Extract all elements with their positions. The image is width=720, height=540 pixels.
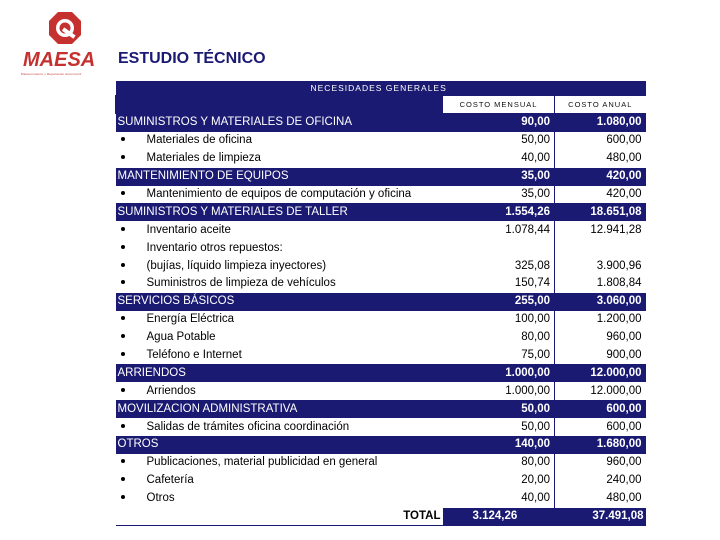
item-row	[116, 132, 646, 150]
bullet-icon	[121, 334, 125, 338]
monthly-cost: 35,00	[443, 168, 555, 186]
annual-cost: 3.060,00	[555, 293, 646, 311]
monthly-cost: 140,00	[443, 436, 555, 454]
bullet-icon	[121, 227, 125, 231]
bullet-icon	[121, 352, 125, 356]
annual-cost: 12.000,00	[555, 382, 646, 400]
monthly-cost: 50,00	[443, 400, 555, 418]
bullet-icon	[121, 459, 125, 463]
logo-wordmark: MAESA	[23, 49, 96, 71]
monthly-cost: 255,00	[443, 293, 555, 311]
annual-cost: 1.680,00	[555, 436, 646, 454]
monthly-cost: 1.554,26	[443, 203, 555, 221]
annual-cost: 12.941,28	[555, 221, 646, 239]
section-row	[116, 114, 646, 132]
monthly-cost: 1.000,00	[505, 384, 550, 397]
item-label: Agua Potable	[146, 331, 216, 344]
section-label: MANTENIMIENTO DE EQUIPOS	[117, 170, 289, 183]
item-row	[116, 329, 646, 347]
bullet-icon	[121, 155, 125, 159]
header-blank-cell	[116, 96, 443, 114]
costs-table	[115, 81, 646, 526]
annual-cost: 1.808,84	[555, 275, 646, 293]
item-label: Mantenimiento de equipos de computación y oficina	[146, 188, 412, 200]
section-row	[116, 436, 646, 454]
annual-cost: 960,00	[555, 329, 646, 347]
item-label: Energía Eléctrica	[146, 313, 235, 326]
item-label: Teléfono e Internet	[146, 349, 242, 362]
bullet-icon	[121, 245, 125, 249]
annual-cost: 960,00	[555, 454, 646, 472]
section-label: ARRIENDOS	[117, 366, 186, 379]
item-row	[116, 418, 646, 436]
item-label: Salidas de trámites oficina coordinación	[146, 420, 350, 433]
monthly-cost: 40,00	[521, 152, 550, 165]
item-label: Materiales de oficina	[146, 134, 252, 147]
annual-cost: 12.000,00	[555, 364, 646, 382]
col-annual-header: COSTO ANUAL	[555, 96, 646, 114]
section-label: SERVICIOS BÁSICOS	[117, 295, 235, 308]
section-label: SUMINISTROS Y MATERIALES DE OFICINA	[117, 116, 353, 129]
item-label: Materiales de limpieza	[146, 152, 261, 165]
monthly-cost: 40,00	[521, 492, 550, 505]
monthly-cost: 100,00	[514, 313, 550, 326]
item-row	[116, 239, 646, 257]
maesa-logo	[20, 8, 116, 78]
item-label: Arriendos	[146, 384, 196, 397]
bullet-icon	[121, 477, 125, 481]
annual-cost: 3.900,96	[555, 257, 646, 275]
bullet-icon	[121, 280, 125, 284]
section-row	[116, 364, 646, 382]
total-monthly: 3.124,26	[443, 508, 555, 526]
section-label: SUMINISTROS Y MATERIALES DE TALLER	[117, 205, 348, 218]
monthly-cost: 90,00	[443, 114, 555, 132]
total-label: TOTAL	[116, 508, 443, 526]
section-label: MOVILIZACION ADMINISTRATIVA	[117, 402, 298, 415]
total-annual: 37.491,08	[555, 508, 646, 526]
bullet-icon	[121, 388, 125, 392]
section-row	[116, 400, 646, 418]
monthly-cost: 50,00	[521, 420, 550, 433]
monthly-cost: 75,00	[521, 349, 550, 362]
monthly-cost	[443, 239, 555, 257]
item-row	[116, 382, 646, 400]
annual-cost: 600,00	[555, 418, 646, 436]
monthly-cost: 1.078,44	[505, 223, 550, 236]
bullet-icon	[121, 495, 125, 499]
monthly-cost: 35,00	[521, 188, 550, 200]
item-row	[116, 472, 646, 490]
item-row	[116, 150, 646, 168]
item-row	[116, 186, 646, 204]
annual-cost: 600,00	[555, 132, 646, 150]
annual-cost: 240,00	[555, 472, 646, 490]
general-header: NECESIDADES GENERALES	[116, 81, 646, 96]
item-label: Cafetería	[146, 474, 194, 487]
annual-cost: 480,00	[555, 150, 646, 168]
section-label: OTROS	[117, 438, 159, 451]
annual-cost	[555, 239, 646, 257]
monthly-cost: 50,00	[521, 134, 550, 147]
item-row	[116, 311, 646, 329]
bullet-icon	[121, 191, 125, 195]
monthly-cost: 325,08	[514, 259, 550, 272]
annual-cost: 1.200,00	[555, 311, 646, 329]
annual-cost: 480,00	[555, 490, 646, 508]
monthly-cost: 150,74	[514, 277, 550, 290]
item-label: (bujías, líquido limpieza inyectores)	[146, 259, 327, 272]
annual-cost: 600,00	[555, 400, 646, 418]
item-label: Inventario otros repuestos:	[146, 241, 283, 254]
item-row	[116, 347, 646, 365]
monthly-cost: 20,00	[521, 474, 550, 487]
general-header-row	[116, 81, 646, 96]
item-row	[116, 490, 646, 508]
item-row	[116, 275, 646, 293]
bullet-icon	[121, 424, 125, 428]
col-monthly-header: COSTO MENSUAL	[443, 96, 555, 114]
item-row	[116, 454, 646, 472]
annual-cost: 18.651,08	[555, 203, 646, 221]
section-row	[116, 203, 646, 221]
item-label: Inventario aceite	[146, 223, 231, 236]
section-row	[116, 168, 646, 186]
monthly-cost: 80,00	[521, 331, 550, 344]
item-label: Suministros de limpieza de vehículos	[146, 277, 336, 290]
monthly-cost: 80,00	[521, 456, 550, 469]
item-row	[116, 221, 646, 239]
monthly-cost: 1.000,00	[443, 364, 555, 382]
total-row	[116, 508, 646, 526]
bullet-icon	[121, 137, 125, 141]
annual-cost: 420,00	[555, 168, 646, 186]
bullet-icon	[121, 316, 125, 320]
item-label: Otros	[146, 492, 175, 505]
annual-cost: 1.080,00	[555, 114, 646, 132]
item-row	[116, 257, 646, 275]
annual-cost: 420,00	[555, 186, 646, 204]
item-label: Publicaciones, material publicidad en general	[146, 456, 378, 469]
page-title: ESTUDIO TÉCNICO	[118, 50, 266, 67]
section-row	[116, 293, 646, 311]
annual-cost: 900,00	[555, 347, 646, 365]
bullet-icon	[121, 263, 125, 267]
logo-tagline: Mantenimiento y Reparación Automotriz	[21, 72, 82, 76]
column-header-row	[116, 96, 646, 114]
